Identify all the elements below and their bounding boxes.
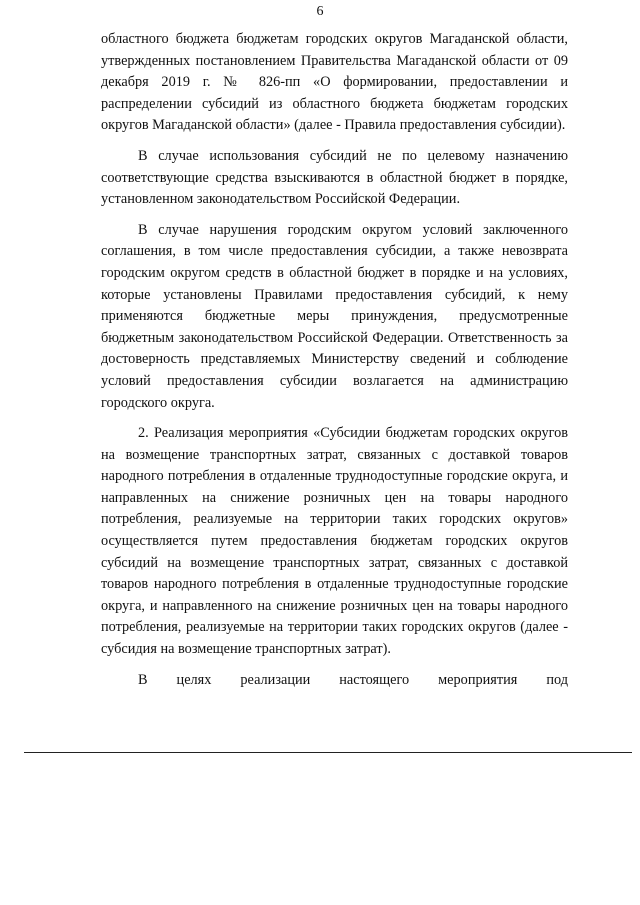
paragraph-continued: В целях реализации настоящего мероприятия под bbox=[138, 671, 568, 688]
paragraph-violation-of-agreement: В случае нарушения городским округом условий заключенного соглашения, в том числе предоставления субсидии, а также невозврата городским округом средств в областной бюджет в порядке и на условиях, которые установлены Правилами предоставления субсидий, к нему применяются бюджетные меры принуждения, предусмотренные бюджетным законодательством Российской Федерации. Ответственность за достоверность представляемых Министерству сведений и соблюдение условий предоставления субсидии возлагается на администрацию городского округа. bbox=[101, 221, 568, 411]
paragraph-misuse-of-subsidy: В случае использования субсидий не по целевому назначению соответствующие средства взыскиваются в областной бюджет в порядке, установленном законодательством Российской Федерации. bbox=[101, 147, 568, 208]
paragraph-transport-subsidy: 2. Реализация мероприятия «Субсидии бюджетам городских округов на возмещение транспортных затрат, связанных с доставкой товаров народного потребления в отдаленные труднодоступные городские округа, и направленных на снижение розничных цен на товары народного потребления, реализуемые на территории таких городских округов» осуществляется путем предоставления бюджетам городских округов субсидий на возмещение транспортных затрат, связанных с доставкой товаров народного потребления в отдаленные труднодоступные городские округа, и направленного на снижение розничных цен на товары народного потребления, реализуемые на территории таких городских округов (далее - субсидия на возмещение транспортных затрат). bbox=[101, 425, 568, 658]
paragraph-rules-reference: областного бюджета бюджетам городских округов Магаданской области, утвержденных постановлением Правительства Магаданской области от 09 декабря 2019 г. № 826-пп «О формировании, предоставлении и распределении субсидий из областного бюджета бюджетам городских округов Магаданской области» (далее - Правила предоставления субсидии). bbox=[101, 31, 568, 134]
page-number: 6 bbox=[316, 4, 324, 19]
document-body bbox=[101, 29, 568, 700]
bottom-divider-line bbox=[24, 752, 632, 753]
